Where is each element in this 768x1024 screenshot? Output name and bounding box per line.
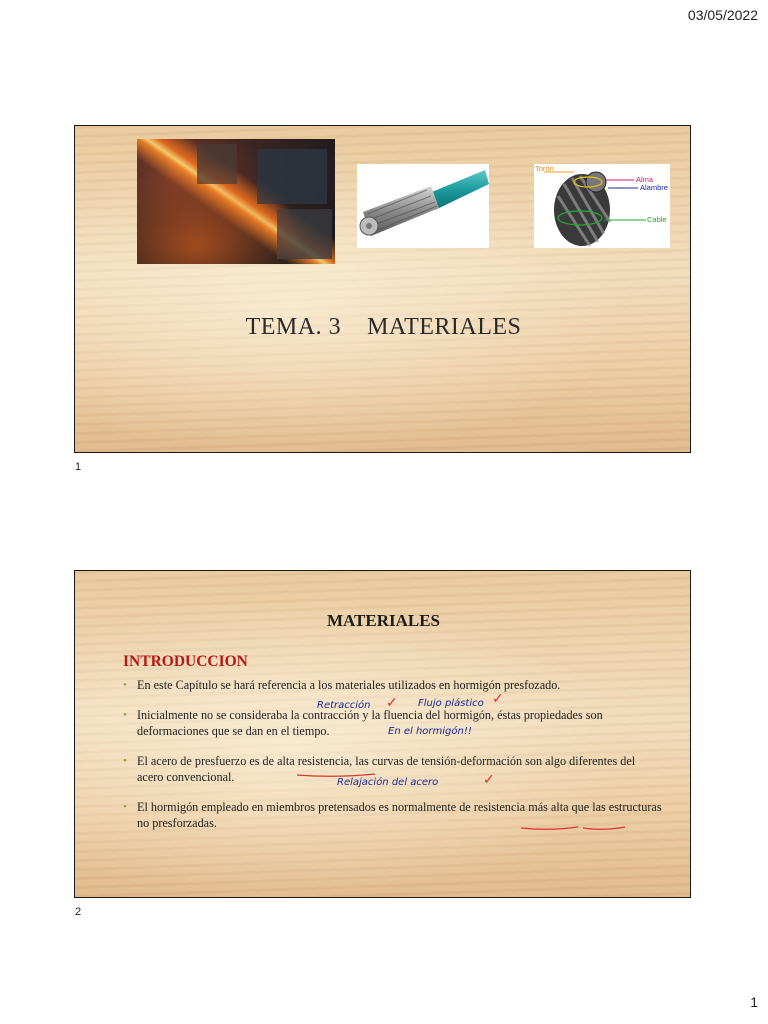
- slide-heading: MATERIALES: [326, 611, 441, 630]
- print-date: 03/05/2022: [687, 7, 758, 23]
- alambre-label: Alambre: [640, 183, 668, 192]
- cable-photo: [357, 164, 489, 248]
- cable-illustration: [357, 164, 489, 248]
- bullet-dot-icon: •: [123, 801, 127, 813]
- underline-annotations: [75, 571, 691, 898]
- slide-number: 2: [75, 906, 82, 918]
- handwritten-note-relajacion: Relajación del acero: [337, 777, 439, 788]
- slide-2: [74, 570, 691, 898]
- strand-diagram-photo: [534, 164, 670, 248]
- toron-label: Torón: [535, 164, 554, 173]
- red-check-icon: ✓: [386, 696, 398, 711]
- bullet-dot-icon: •: [123, 709, 127, 721]
- red-check-icon: ✓: [492, 692, 504, 707]
- slide-1: [74, 125, 691, 453]
- slide-number: 1: [75, 461, 82, 473]
- bullet-text: El hormigón empleado en miembros pretensados es normalmente de resistencia más alta que las estructuras no presforzadas.: [137, 800, 662, 830]
- bullet-text: El acero de presfuerzo es de alta resistencia, las curvas de tensión-deformación son algo diferentes del acero convencional.: [137, 754, 636, 784]
- hot-steel-photo: [137, 139, 335, 264]
- bullet-dot-icon: •: [123, 755, 127, 767]
- cable-label: Cable: [647, 215, 667, 224]
- section-subheading: INTRODUCCION: [123, 653, 248, 670]
- bullet-dot-icon: •: [123, 679, 127, 691]
- molten-glow: [137, 139, 335, 264]
- alma-label: Alma: [636, 175, 654, 184]
- handwritten-note-hormigon: En el hormigón!!: [388, 726, 472, 737]
- slide-title: TEMA. 3 MATERIALES: [245, 314, 522, 340]
- handwritten-note-retraccion: Retracción: [317, 700, 371, 711]
- handwritten-note-flujo: Flujo plástico: [418, 698, 484, 709]
- bullet-text: En este Capítulo se hará referencia a los materiales utilizados en hormigón presfozado.: [137, 678, 561, 692]
- page-number: 1: [750, 994, 758, 1010]
- red-check-icon: ✓: [483, 773, 495, 788]
- bullet-text: Inicialmente no se consideraba la contracción y la fluencia del hormigón, éstas propiedades son deformaciones que se dan en el tiempo.: [137, 708, 603, 738]
